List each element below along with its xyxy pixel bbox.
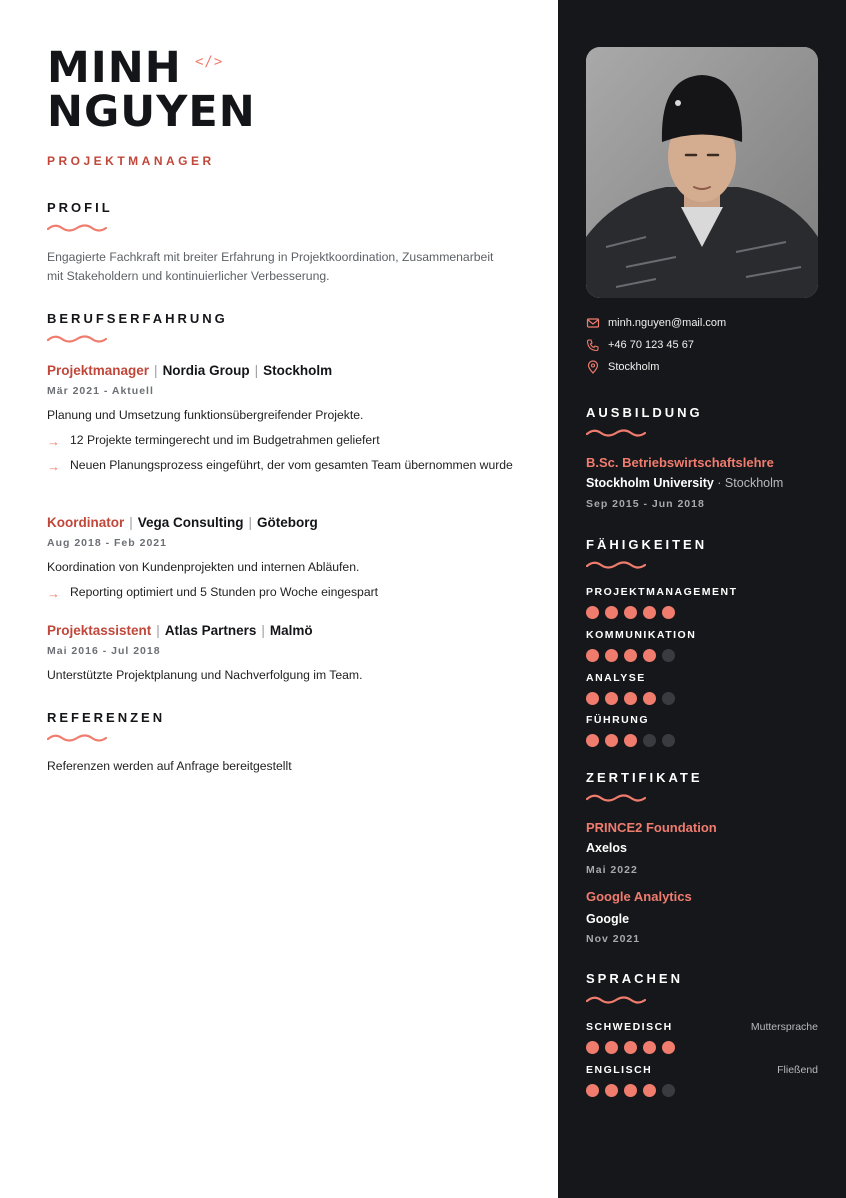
rating-dot-filled [586,1084,599,1097]
rating-dot-filled [605,649,618,662]
references-text: Referenzen werden auf Anfrage bereitgestellt [47,759,292,773]
languages-squiggle [586,994,646,1006]
sidebar [558,0,846,1198]
portrait-image [586,47,818,298]
mail-icon [586,316,600,330]
rating-dot-filled [586,606,599,619]
profile-text [47,248,537,286]
job-company: Vega Consulting [137,515,244,530]
job-role: Projektassistent [47,623,152,638]
bullet-item [47,583,537,602]
separator: | [261,623,265,638]
rating-dot-empty [662,692,675,705]
last-name: NGUYEN [47,87,256,137]
separator: | [254,363,259,378]
job-city: Göteborg [257,515,318,530]
skill-rating [586,649,675,662]
education-heading: AUSBILDUNG [586,405,703,420]
bullet-item [47,456,537,475]
job-dates: Mär 2021 - Aktuell [47,385,154,397]
skill-name: PROJEKTMANAGEMENT [586,586,738,598]
rating-dot-filled [586,692,599,705]
skill-rating [586,734,675,747]
profile-text-line: Engagierte Fachkraft mit breiter Erfahrung in Projektkoordination, Zusammenarbeit [47,250,494,264]
rating-dot-filled [605,692,618,705]
skill-name: FÜHRUNG [586,714,649,726]
email-text: minh.nguyen@mail.com [608,317,727,329]
skill-rating [586,606,675,619]
arrow-right-icon: → [47,459,60,474]
rating-dot-filled [624,692,637,705]
education-city: · Stockholm [713,476,784,490]
job-entry [47,515,537,608]
rating-dot-empty [662,734,675,747]
job-bullets [47,431,537,475]
location-text: Stockholm [608,361,660,373]
certificate-date: Mai 2022 [586,864,638,876]
job-dates: Mai 2016 - Jul 2018 [47,645,161,657]
language-level: Muttersprache [750,1021,818,1033]
arrow-right-icon: → [47,434,60,449]
rating-dot-filled [605,734,618,747]
skill-rating [586,692,675,705]
skills-squiggle [586,559,646,571]
job-role: Projektmanager [47,363,150,378]
separator: | [156,623,160,638]
separator: | [129,515,133,530]
job-dates: Aug 2018 - Feb 2021 [47,537,167,549]
rating-dot-filled [624,606,637,619]
rating-dot-empty [662,1084,675,1097]
rating-dot-empty [643,734,656,747]
rating-dot-filled [586,1041,599,1054]
experience-heading: BERUFSERFAHRUNG [47,311,228,326]
references-heading: REFERENZEN [47,710,166,725]
job-city: Malmö [269,623,313,638]
contact-phone[interactable] [586,338,694,352]
education-school: Stockholm University [586,476,714,490]
rating-dot-filled [662,1041,675,1054]
education-degree: B.Sc. Betriebswirtschaftslehre [586,455,774,470]
job-header [47,515,537,530]
education-dates: Sep 2015 - Jun 2018 [586,498,705,510]
job-city: Stockholm [263,363,333,378]
rating-dot-filled [624,1084,637,1097]
job-entry [47,363,537,481]
rating-dot-empty [662,649,675,662]
references-squiggle [47,732,107,744]
language-rating [586,1084,675,1097]
language-name: ENGLISCH [586,1064,653,1076]
rating-dot-filled [624,649,637,662]
job-header [47,623,537,638]
experience-squiggle [47,333,107,345]
certificate-name: Google Analytics [586,889,692,904]
rating-dot-filled [586,734,599,747]
bullet-text: Neuen Planungsprozess eingeführt, der vom gesamten Team übernommen wurde [70,458,513,472]
rating-dot-filled [605,1041,618,1054]
candidate-name [47,43,256,137]
language-name: SCHWEDISCH [586,1021,673,1033]
certificates-squiggle [586,792,646,804]
bullet-item [47,431,537,450]
job-company: Nordia Group [162,363,250,378]
skills-heading: FÄHIGKEITEN [586,537,708,552]
rating-dot-filled [643,692,656,705]
separator: | [154,363,158,378]
job-title: PROJEKTMANAGER [47,154,215,168]
education-school-line [586,476,783,490]
arrow-right-icon: → [47,586,60,601]
bullet-text: 12 Projekte termingerecht und im Budgetrahmen geliefert [70,433,380,447]
first-name: MINH [47,43,182,93]
rating-dot-filled [643,1041,656,1054]
profile-squiggle [47,222,107,234]
rating-dot-filled [624,734,637,747]
contact-email[interactable] [586,316,726,330]
phone-text: +46 70 123 45 67 [608,339,694,351]
languages-heading: SPRACHEN [586,971,683,986]
profile-photo [586,47,818,298]
job-header [47,363,537,378]
job-entry [47,623,537,684]
rating-dot-filled [586,649,599,662]
profile-text-line: mit Stakeholdern und kontinuierlicher Verbesserung. [47,269,330,283]
bullet-text: Reporting optimiert und 5 Stunden pro Woche eingespart [70,585,379,599]
job-bullets [47,583,537,602]
certificate-issuer: Axelos [586,841,627,855]
profile-heading: PROFIL [47,200,113,215]
code-icon: </> [195,54,224,70]
rating-dot-filled [605,1084,618,1097]
location-pin-icon [586,360,600,374]
skill-name: KOMMUNIKATION [586,629,697,641]
separator: | [248,515,253,530]
contact-location [586,360,659,374]
rating-dot-filled [624,1041,637,1054]
job-role: Koordinator [47,515,125,530]
rating-dot-filled [643,606,656,619]
rating-dot-filled [662,606,675,619]
certificate-issuer: Google [586,912,630,926]
language-level: Fließend [777,1064,818,1076]
certificate-name: PRINCE2 Foundation [586,820,717,835]
phone-icon [586,338,600,352]
rating-dot-filled [643,1084,656,1097]
education-squiggle [586,427,646,439]
skill-name: ANALYSE [586,672,646,684]
certificate-date: Nov 2021 [586,933,641,945]
job-description: Koordination von Kundenprojekten und internen Abläufen. [47,560,360,574]
language-rating [586,1041,675,1054]
rating-dot-filled [605,606,618,619]
rating-dot-filled [643,649,656,662]
job-company: Atlas Partners [164,623,257,638]
job-description: Unterstützte Projektplanung und Nachverfolgung im Team. [47,668,363,682]
job-description: Planung und Umsetzung funktionsübergreifender Projekte. [47,408,364,422]
certificates-heading: ZERTIFIKATE [586,770,703,785]
